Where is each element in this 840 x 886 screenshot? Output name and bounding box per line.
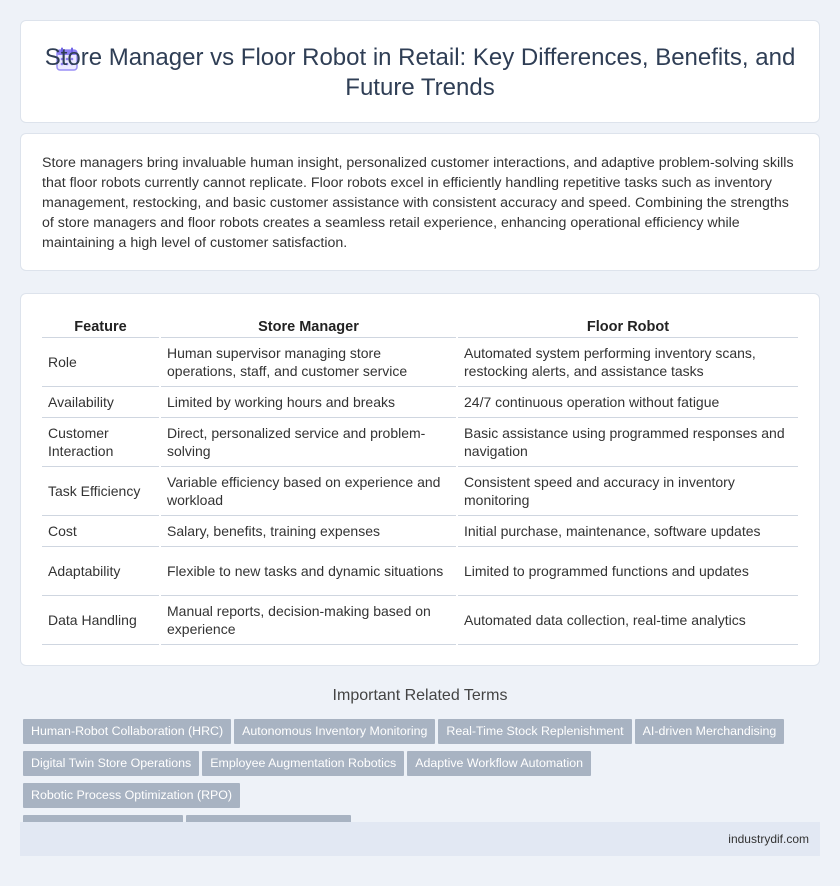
related-term-tag[interactable]: Digital Twin Store Operations [23, 751, 199, 776]
comparison-table [42, 314, 798, 645]
feature-cell: Availability [42, 386, 160, 417]
feature-cell: Customer Interaction [42, 417, 160, 466]
feature-cell: Adaptability [42, 546, 160, 595]
feature-cell: Data Handling [42, 595, 160, 644]
header-store-manager: Store Manager [160, 314, 457, 337]
floor-robot-cell: Automated system performing inventory scans, restocking alerts, and assistance tasks [457, 337, 798, 386]
store-manager-cell: Salary, benefits, training expenses [160, 515, 457, 546]
floor-robot-cell: Basic assistance using programmed responses and navigation [457, 417, 798, 466]
feature-cell: Cost [42, 515, 160, 546]
store-manager-cell: Limited by working hours and breaks [160, 386, 457, 417]
table-row [42, 515, 798, 546]
feature-cell: Task Efficiency [42, 466, 160, 515]
header-floor-robot: Floor Robot [457, 314, 798, 337]
related-terms-heading: Important Related Terms [332, 687, 508, 704]
table-row [42, 466, 798, 515]
store-manager-cell: Manual reports, decision-making based on experience [160, 595, 457, 644]
page-title: Store Manager vs Floor Robot in Retail: Key Differences, Benefits, and Future Trends [44, 44, 796, 101]
store-manager-cell: Variable efficiency based on experience and workload [160, 466, 457, 515]
header-card [20, 20, 820, 123]
store-manager-cell: Direct, personalized service and problem-solving [160, 417, 457, 466]
summary-card [20, 133, 820, 271]
header-feature: Feature [42, 314, 160, 337]
related-term-tag[interactable]: AI-driven Merchandising [635, 719, 785, 744]
related-term-tag[interactable]: Autonomous Inventory Monitoring [234, 719, 435, 744]
table-header-row [42, 314, 798, 337]
related-term-tag[interactable]: Adaptive Workflow Automation [407, 751, 591, 776]
table-row [42, 386, 798, 417]
comparison-table-card [20, 293, 820, 666]
store-manager-cell: Human supervisor managing store operations, staff, and customer service [160, 337, 457, 386]
table-row [42, 546, 798, 595]
floor-robot-cell: Limited to programmed functions and updates [457, 546, 798, 595]
related-term-tag[interactable]: Employee Augmentation Robotics [202, 751, 404, 776]
related-term-tag[interactable]: Real-Time Stock Replenishment [438, 719, 631, 744]
footer [20, 822, 820, 856]
feature-cell: Role [42, 337, 160, 386]
floor-robot-cell: Consistent speed and accuracy in inventory monitoring [457, 466, 798, 515]
store-manager-cell: Flexible to new tasks and dynamic situations [160, 546, 457, 595]
table-row [42, 595, 798, 644]
floor-robot-cell: 24/7 continuous operation without fatigue [457, 386, 798, 417]
related-term-tag[interactable]: Robotic Process Optimization (RPO) [23, 783, 240, 808]
table-row [42, 337, 798, 386]
footer-site-link[interactable]: industrydif.com [728, 832, 809, 846]
summary-paragraph: Store managers bring invaluable human insight, personalized customer interactions, and adaptive problem-solving skills that floor robots currently cannot replicate. Floor robots excel in efficiently handling repetitive tasks such as inventory management, restocking, and basic customer assistance with consistent accuracy and speed. Combining the strengths of store managers and floor robots creates a seamless retail experience, enhancing operational efficiency while maintaining a high level of customer satisfaction. [42, 155, 794, 251]
table-row [42, 417, 798, 466]
floor-robot-cell: Automated data collection, real-time analytics [457, 595, 798, 644]
floor-robot-cell: Initial purchase, maintenance, software updates [457, 515, 798, 546]
related-term-tag[interactable]: Human-Robot Collaboration (HRC) [23, 719, 231, 744]
